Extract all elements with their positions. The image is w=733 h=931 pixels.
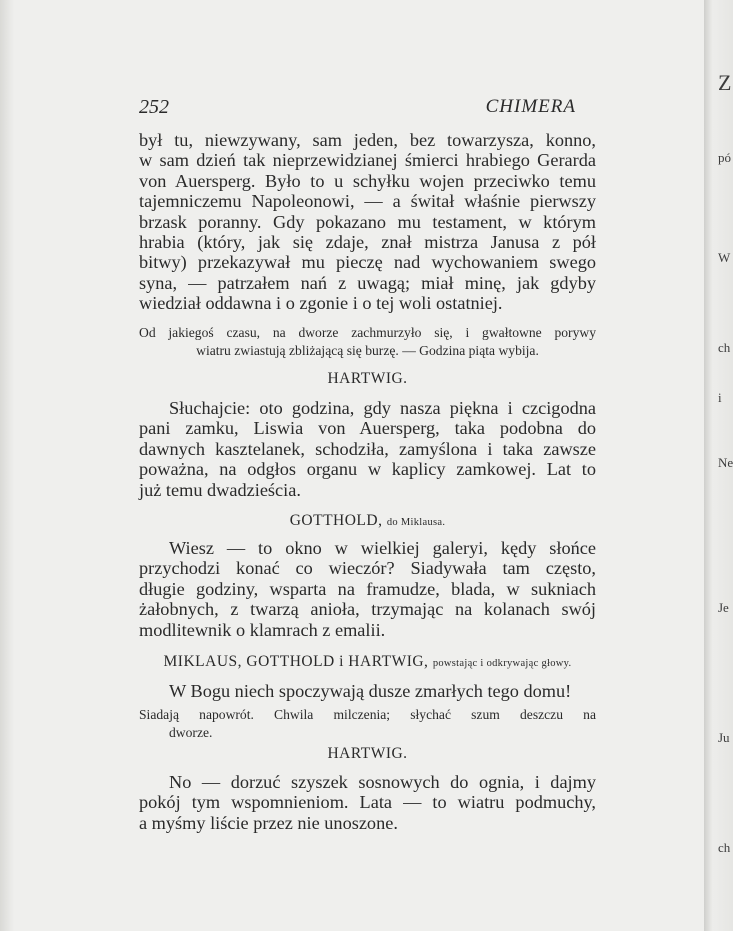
speaker-heading: [139, 512, 596, 530]
text-line: hrabia (który, jak się zdaje, znał mistrza Janusa z pół: [139, 231, 596, 252]
text-line: No — dorzuć szyszek sosnowych do ognia, i dajmy: [169, 772, 596, 792]
text-line: bitwy) przekazywał mu pieczę nad wychowaniem swego: [139, 252, 596, 273]
facing-page-fragment: ch: [718, 340, 731, 355]
text-line: był tu, niewzywany, sam jeden, bez towarzysza, konno,: [139, 130, 596, 150]
text-line: pani zamku, Liswia von Auersperg, taka podobna do: [139, 418, 596, 439]
speaker-heading: HARTWIG.: [327, 370, 408, 387]
speaker-note: do Miklausa.: [386, 517, 446, 528]
text-line: brzask poranny. Gdy pokazano mu testament, w którym: [139, 211, 596, 232]
text-line: tajemniczemu Napoleonowi, — a świtał właśnie pierwszy: [139, 191, 596, 212]
text-line: W Bogu niech spoczywają dusze zmarłych tego domu!: [169, 681, 572, 701]
text-line: już temu dwadzieścia.: [139, 479, 301, 500]
stage-direction: [139, 324, 596, 359]
text-line: Wiesz — to okno w wielkiej galeryi, kędy słońce: [169, 538, 596, 558]
text-line: w sam dzień tak nieprzewidzianej śmierci hrabiego Gerarda: [139, 150, 596, 171]
facing-page-fragment: W: [718, 250, 731, 265]
text-line: von Auersperg. Było to u schyłku wojen przeciwko temu: [139, 170, 596, 191]
speech: [139, 538, 596, 640]
facing-page-edge: [704, 0, 733, 931]
speaker-heading: [139, 653, 596, 671]
text-line: pokój tym wspomnieniom. Lata — to wiatru podmuchy,: [139, 792, 596, 813]
text-line: modlitewnik o klamrach z emalii.: [139, 619, 386, 640]
speech: [139, 398, 596, 500]
text-line: wiedział oddawna i o zgonie i o tej woli ostatniej.: [139, 293, 503, 314]
speaker-name: GOTTHOLD,: [289, 512, 383, 529]
stage-line: Od jakiegoś czasu, na dworze zachmurzyło się, i gwałtowne porywy: [139, 325, 596, 340]
speaker-note: powstając i odkrywając głowy.: [432, 658, 572, 669]
page-gutter-shadow: [0, 0, 14, 931]
facing-page-fragment: ch: [718, 840, 731, 855]
text-line: długie godziny, wsparta na framudze, blada, w sukniach: [139, 578, 596, 599]
speaker-heading: HARTWIG.: [327, 745, 408, 762]
text-line: a myśmy liście przez nie unoszone.: [139, 812, 398, 833]
stage-direction: [139, 706, 596, 741]
text-line: Słuchajcie: oto godzina, gdy nasza piękna i czcigodna: [169, 398, 596, 418]
speaker-name: MIKLAUS, GOTTHOLD i HARTWIG,: [163, 653, 429, 670]
running-head: CHIMERA: [485, 96, 576, 117]
facing-page-fragment: i: [718, 390, 722, 405]
opening-paragraph: [139, 130, 596, 314]
page-number: 252: [139, 96, 169, 118]
facing-page-fragment: Z: [718, 70, 732, 95]
speech: [139, 681, 596, 701]
text-line: poważna, na odgłos organu w kaplicy zamkowej. Lat to: [139, 459, 596, 480]
stage-line: wiatru zwiastują zbliżającą się burzę. — Godzina piąta wybija.: [196, 342, 539, 358]
stage-line: dworze.: [169, 724, 213, 740]
facing-page-fragment: Ne: [718, 455, 733, 470]
text-line: przychodzi konać co wieczór? Siadywała tam często,: [139, 558, 596, 579]
facing-page-fragment: Je: [718, 600, 729, 615]
text-line: dawnych kasztelanek, schodziła, zamyślona i taka zawsze: [139, 438, 596, 459]
text-line: żałobnych, z twarzą anioła, trzymając na kolanach swój: [139, 599, 596, 620]
stage-line: Siadają napowrót. Chwila milczenia; słychać szum deszczu na: [139, 707, 596, 722]
facing-page-fragment: pó: [718, 150, 731, 165]
facing-page-fragment: Ju: [718, 730, 730, 745]
text-line: syna, — patrzałem nań z uwagą; miał minę, jak gdyby: [139, 272, 596, 293]
speech: [139, 772, 596, 833]
